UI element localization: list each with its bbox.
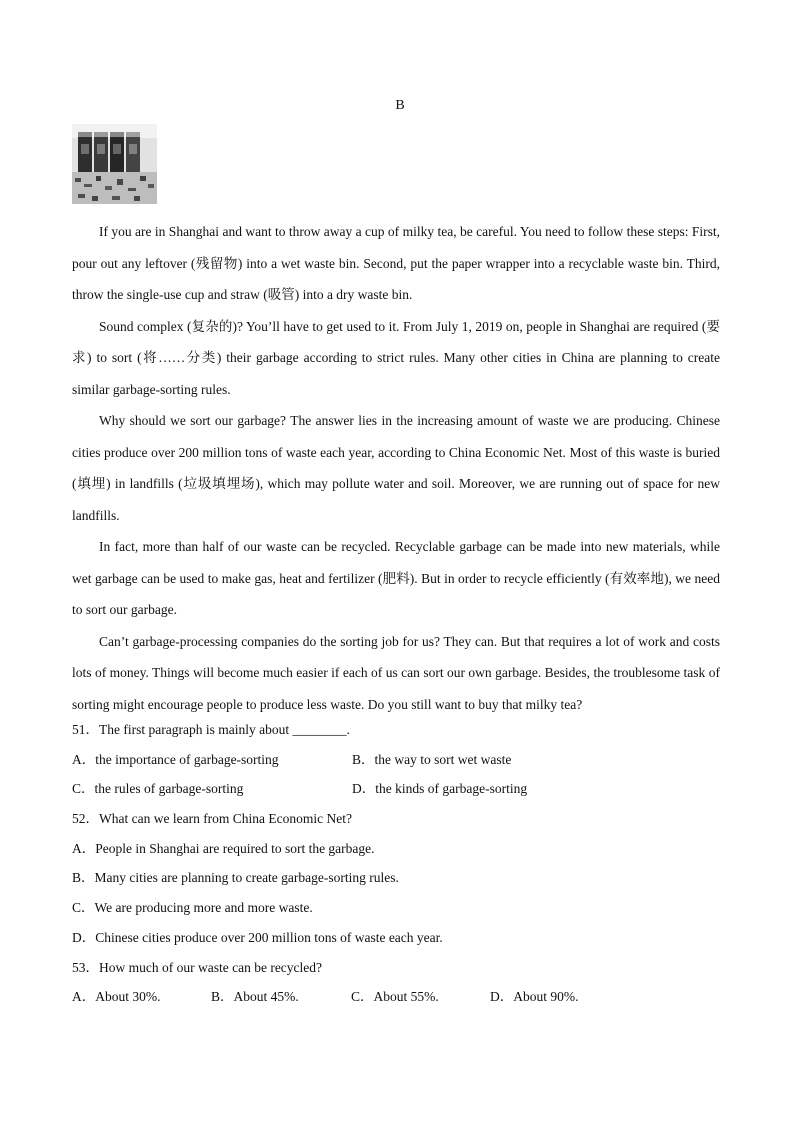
question-53-option-b[interactable]: B．About 45%. bbox=[211, 989, 299, 1005]
question-52-option-b[interactable]: B．Many cities are planning to create garbage-sorting rules. bbox=[72, 870, 399, 886]
question-53-option-a[interactable]: A．About 30%. bbox=[72, 989, 161, 1005]
paragraph-2: Sound complex (复杂的)? You’ll have to get used to it. From July 1, 2019 on, people in Shanghai are required (要求) to sort (将……分类) their garbage according to strict rules. Many other cities in China are planning to create similar garbage-sorting rules. bbox=[72, 318, 720, 397]
garbage-bins-photo bbox=[72, 124, 157, 204]
questions bbox=[72, 715, 732, 1012]
question-52-option-a[interactable]: A．People in Shanghai are required to sort the garbage. bbox=[72, 840, 375, 856]
question-51-option-c[interactable]: C．the rules of garbage-sorting bbox=[72, 781, 244, 797]
question-51-options-row-1 bbox=[72, 745, 732, 775]
question-52-stem: 52．What can we learn from China Economic Net? bbox=[72, 811, 353, 827]
paragraph-3: Why should we sort our garbage? The answer lies in the increasing amount of waste we are producing. Chinese cities produce over 200 million tons of waste each year, according to China Economic Net. Most of this waste is buried (填埋) in landfills (垃圾填埋场), which may pollute water and soil. Moreover, we are running out of space for new landfills. bbox=[72, 413, 720, 523]
question-52-option-c[interactable]: C．We are producing more and more waste. bbox=[72, 900, 313, 916]
question-51-option-d[interactable]: D．the kinds of garbage-sorting bbox=[352, 781, 528, 797]
question-51-option-a[interactable]: A．the importance of garbage-sorting bbox=[72, 751, 279, 767]
question-51-options-row-2 bbox=[72, 774, 732, 804]
question-53-option-d[interactable]: D．About 90%. bbox=[490, 989, 579, 1005]
paragraph-5: Can’t garbage-processing companies do the sorting job for us? They can. But that requires a lot of work and costs lots of money. Things will become much easier if each of us can sort our own garbage. Besides, the troublesome task of sorting might encourage people to produce less waste. Do you still want to buy that milky tea? bbox=[72, 633, 720, 712]
question-52-option-d[interactable]: D．Chinese cities produce over 200 million tons of waste each year. bbox=[72, 929, 443, 945]
question-53-stem: 53．How much of our waste can be recycled? bbox=[72, 959, 323, 975]
question-53-options-row bbox=[72, 982, 732, 1012]
question-51-stem: 51．The first paragraph is mainly about ________. bbox=[72, 722, 350, 737]
passage bbox=[72, 216, 720, 720]
paragraph-1: If you are in Shanghai and want to throw away a cup of milky tea, be careful. You need to follow these steps: First, pour out any leftover (残留物) into a wet waste bin. Second, put the paper wrapper into a recyclable waste bin. Third, throw the single-use cup and straw (吸管) into a dry waste bin. bbox=[72, 224, 720, 302]
question-53-option-c[interactable]: C．About 55%. bbox=[351, 989, 439, 1005]
question-51-option-b[interactable]: B．the way to sort wet waste bbox=[352, 751, 512, 767]
section-label: B bbox=[395, 98, 405, 113]
paragraph-4: In fact, more than half of our waste can be recycled. Recyclable garbage can be made into new materials, while wet garbage can be used to make gas, heat and fertilizer (肥料). But in order to recycle efficiently (有效率地), we need to sort our garbage. bbox=[72, 539, 720, 617]
